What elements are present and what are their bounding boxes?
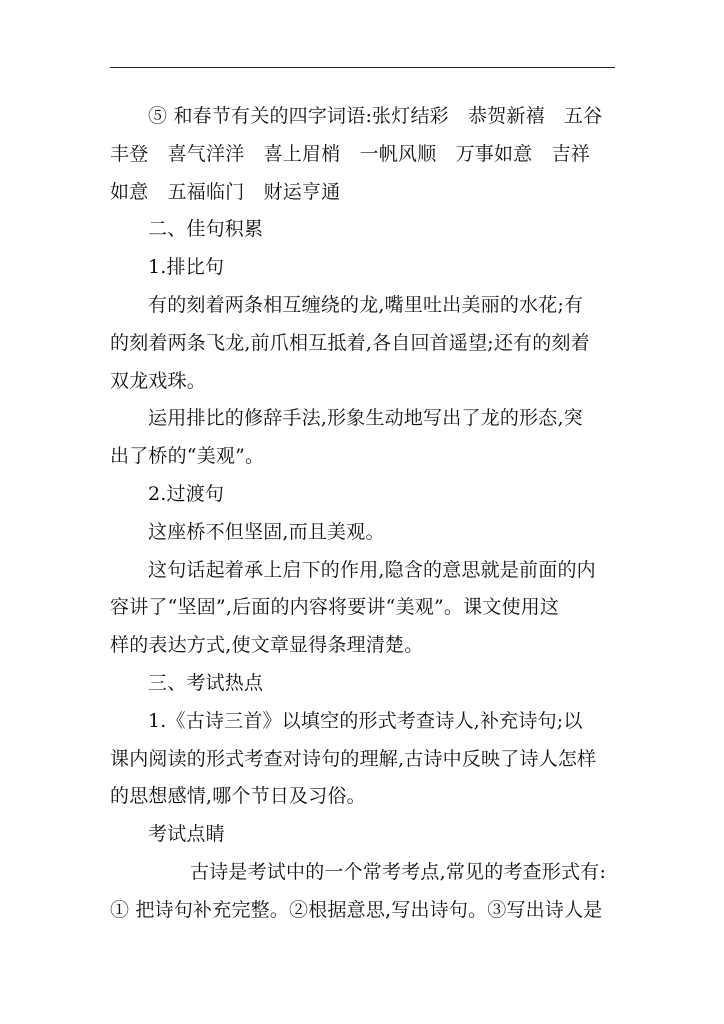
analysis-line-1: 运用排比的修辞手法,形象生动地写出了龙的形态,突 xyxy=(148,407,583,430)
exam-point-line-3: 的思想感情,哪个节日及习俗。 xyxy=(110,785,366,808)
subheading-transition: 2.过渡句 xyxy=(148,482,225,505)
tips-line-1: 古诗是考试中的一个常考考点,常见的考查形式有: xyxy=(190,860,607,883)
tips-line-2: ① 把诗句补充完整。②根据意思,写出诗句。③写出诗人是 xyxy=(110,898,603,921)
example-line-3: 双龙戏珠。 xyxy=(110,369,207,392)
header-rule xyxy=(110,67,615,68)
document-body xyxy=(110,98,618,930)
subheading-parallelism: 1.排比句 xyxy=(148,256,225,279)
section-heading-exam: 三、考试热点 xyxy=(148,671,264,694)
exam-point-line-1: 1.《古诗三首》以填空的形式考查诗人,补充诗句;以 xyxy=(148,709,583,732)
section-heading-sentences: 二、佳句积累 xyxy=(148,218,264,241)
transition-analysis-line-2: 容讲了“坚固”,后面的内容将要讲“美观”。课文使用这 xyxy=(110,596,560,619)
words-line-2: 丰登 喜气洋洋 喜上眉梢 一帆风顺 万事如意 吉祥 xyxy=(110,142,591,165)
words-line-1: ⑤ 和春节有关的四字词语:张灯结彩 恭贺新禧 五谷 xyxy=(148,105,603,127)
subheading-exam-tips: 考试点睛 xyxy=(148,823,225,846)
example-line-2: 的刻着两条飞龙,前爪相互抵着,各自回首遥望;还有的刻着 xyxy=(110,331,590,354)
words-line-3: 如意 五福临门 财运亨通 xyxy=(110,180,341,203)
example-line-1: 有的刻着两条相互缠绕的龙,嘴里吐出美丽的水花;有 xyxy=(148,293,584,316)
transition-analysis-line-1: 这句话起着承上启下的作用,隐含的意思就是前面的内 xyxy=(148,558,596,581)
exam-point-line-2: 课内阅读的形式考查对诗句的理解,古诗中反映了诗人怎样 xyxy=(110,747,597,770)
transition-analysis-line-3: 样的表达方式,使文章显得条理清楚。 xyxy=(110,634,424,657)
analysis-line-2: 出了桥的“美观”。 xyxy=(110,445,265,468)
transition-example: 这座桥不但坚固,而且美观。 xyxy=(148,520,385,543)
